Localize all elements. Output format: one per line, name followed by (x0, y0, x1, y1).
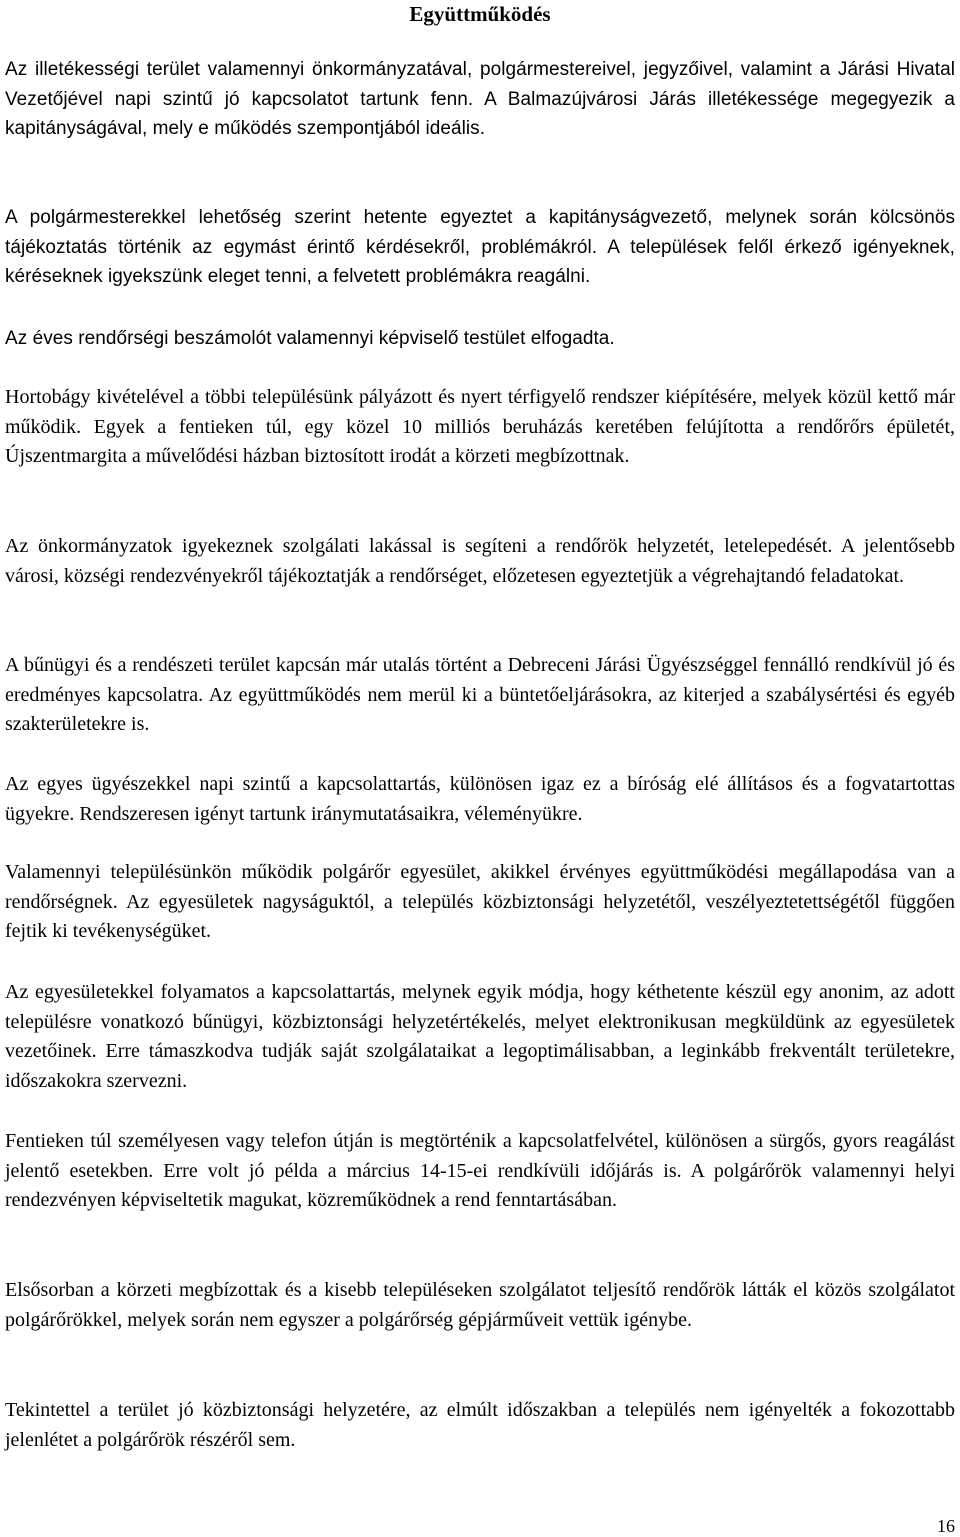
paragraph-12: Tekintettel a terület jó közbiztonsági helyzetére, az elmúlt időszakban a település nem igényelték a fokozottabb jelenlétet a polgárőrök részéről sem. (5, 1399, 955, 1451)
document-page (5, 0, 955, 1451)
paragraph-5: Az önkormányzatok igyekeznek szolgálati lakással is segíteni a rendőrök helyzetét, letelepedését. A jelentősebb városi, községi rendezvényekről tájékoztatják a rendőrséget, előzetesen egyeztetjük a végrehajtandó feladatokat. (5, 535, 955, 587)
paragraph-8: Valamennyi településünkön működik polgárőr egyesület, akikkel érvényes együttműködési megállapodása van a rendőrségnek. Az egyesületek nagyságuktól, a település közbiztonsági helyzetétől, veszélyeztetettségétől függően fejtik ki tevékenységüket. (5, 861, 955, 943)
paragraph-4: Hortobágy kivételével a többi településünk pályázott és nyert térfigyelő rendszer kiépítésére, melyek közül kettő már működik. Egyek a fentieken túl, egy közel 10 milliós beruházás keretében felújította a rendőrőrs épületét, Újszentmargita a művelődési házban biztosított irodát a körzeti megbízottnak. (5, 386, 955, 468)
paragraph-7: Az egyes ügyészekkel napi szintű a kapcsolattartás, különösen igaz ez a bíróság elé állításos és a fogvatartottas ügyekre. Rendszeresen igényt tartunk iránymutatásaikra, véleményükre. (5, 773, 955, 825)
paragraph-11: Elsősorban a körzeti megbízottak és a kisebb településeken szolgálatot teljesítő rendőrök látták el közös szolgálatot polgárőrökkel, melyek során nem egyszer a polgárőrség gépjárműveit vettük igénybe. (5, 1279, 955, 1331)
paragraph-1: Az illetékességi terület valamennyi önkormányzatával, polgármestereivel, jegyzőivel, valamint a Járási Hivatal Vezetőjével napi szintű jó kapcsolatot tartunk fenn. A Balmazújvárosi Járás illetékessége megegyezik a kapitányságával, mely e működés szempontjából ideális. (5, 59, 955, 140)
paragraph-9: Az egyesületekkel folyamatos a kapcsolattartás, melynek egyik módja, hogy kéthetente készül egy anonim, az adott településre vonatkozó bűnügyi, közbiztonsági helyzetértékelés, melyet elektronikusan megküldünk az egyesületek vezetőinek. Erre támaszkodva tudják saját szolgálataikat a legoptimálisabban, a leginkább frekventált területekre, időszakokra szervezni. (5, 981, 955, 1092)
paragraph-3: Az éves rendőrségi beszámolót valamennyi képviselő testület elfogadta. (5, 328, 615, 349)
paragraph-6: A bűnügyi és a rendészeti terület kapcsán már utalás történt a Debreceni Járási Ügyészséggel fennálló rendkívül jó és eredményes kapcsolatra. Az együttműködés nem merül ki a büntetőeljárásokra, az kiterjed a szabálysértési és egyéb szakterületekre is. (5, 654, 955, 736)
section-title: Együttműködés (409, 2, 551, 26)
paragraph-10: Fentieken túl személyesen vagy telefon útján is megtörténik a kapcsolatfelvétel, különösen a sürgős, gyors reagálást jelentő esetekben. Erre volt jó példa a március 14-15-ei rendkívüli időjárás is. A polgárőrök valamennyi helyi rendezvényen képviseltetik magukat, közreműködnek a rend fenntartásában. (5, 1130, 955, 1212)
page-number: 16 (937, 1516, 955, 1536)
paragraph-2: A polgármesterekkel lehetőség szerint hetente egyeztet a kapitányságvezető, melynek során kölcsönös tájékoztatás történik az egymást érintő kérdésekről, problémákról. A települések felől érkező igényeknek, kéréseknek igyekszünk eleget tenni, a felvetett problémákra reagálni. (5, 207, 955, 288)
